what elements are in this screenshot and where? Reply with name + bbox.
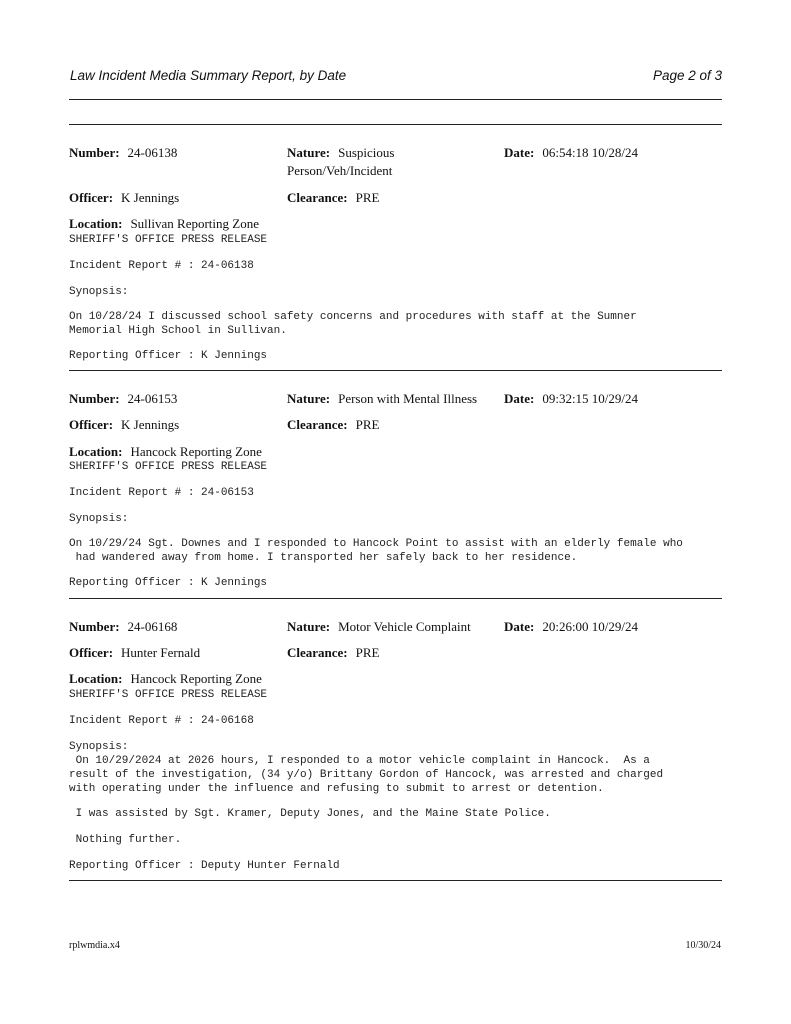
synopsis-text: On 10/28/24 I discussed school safety concerns and procedures with staff at the Sumner Memorial High School in Sullivan. <box>69 311 637 337</box>
location-label: Location: <box>69 671 123 686</box>
date-value: 09:32:15 10/29/24 <box>542 391 639 406</box>
officer-field <box>69 416 179 434</box>
date-value: 06:54:18 10/28/24 <box>542 145 639 160</box>
incident-divider <box>69 370 722 371</box>
number-label: Number: <box>69 391 120 406</box>
location-value: Sullivan Reporting Zone <box>130 216 259 231</box>
press-release-line: SHERIFF'S OFFICE PRESS RELEASE <box>69 234 268 246</box>
section-divider <box>69 124 722 125</box>
location-field <box>69 443 262 461</box>
synopsis-label: Synopsis: <box>69 741 129 753</box>
clearance-field <box>287 416 379 434</box>
nature-label: Nature: <box>287 619 331 634</box>
incident-report-line: Incident Report # : 24-06153 <box>69 487 254 499</box>
location-value: Hancock Reporting Zone <box>130 444 262 459</box>
number-field <box>69 618 177 636</box>
synopsis-label: Synopsis: <box>69 513 129 525</box>
header-divider <box>69 99 722 100</box>
date-label: Date: <box>504 391 535 406</box>
date-field <box>504 144 638 162</box>
synopsis-text: On 10/29/2024 at 2026 hours, I responded to a motor vehicle complaint in Hancock. As a result of the investigation, (34 y/o) Brittany Gordon of Hancock, was arrested and charged with operating under the influence and refusing to submit to arrest or detention. <box>69 755 664 795</box>
press-release-line: SHERIFF'S OFFICE PRESS RELEASE <box>69 689 268 701</box>
nature-value: Person with Mental Illness <box>338 391 478 406</box>
location-field <box>69 215 259 233</box>
nature-field <box>287 144 492 180</box>
clearance-label: Clearance: <box>287 417 348 432</box>
clearance-value: PRE <box>355 190 380 205</box>
clearance-value: PRE <box>355 645 380 660</box>
nature-label: Nature: <box>287 145 331 160</box>
clearance-value: PRE <box>355 417 380 432</box>
number-value: 24-06153 <box>127 391 178 406</box>
date-field <box>504 390 638 408</box>
reporting-officer-line: Reporting Officer : K Jennings <box>69 350 268 362</box>
reporting-officer-line: Reporting Officer : K Jennings <box>69 577 268 589</box>
officer-label: Officer: <box>69 190 114 205</box>
officer-field <box>69 644 200 662</box>
location-field <box>69 670 262 688</box>
location-value: Hancock Reporting Zone <box>130 671 262 686</box>
nature-field <box>287 390 477 408</box>
nature-value: Motor Vehicle Complaint <box>338 619 471 634</box>
number-label: Number: <box>69 619 120 634</box>
officer-value: K Jennings <box>121 190 180 205</box>
incident-divider <box>69 598 722 599</box>
clearance-field <box>287 189 379 207</box>
number-label: Number: <box>69 145 120 160</box>
officer-value: Hunter Fernald <box>121 645 201 660</box>
report-title: Law Incident Media Summary Report, by Date <box>70 68 347 83</box>
press-release-line: SHERIFF'S OFFICE PRESS RELEASE <box>69 461 268 473</box>
reporting-officer-line: Reporting Officer : Deputy Hunter Fernald <box>69 860 340 872</box>
number-value: 24-06138 <box>127 145 178 160</box>
nature-field <box>287 618 471 636</box>
nothing-further-line: Nothing further. <box>69 834 182 846</box>
officer-label: Officer: <box>69 645 114 660</box>
synopsis-label: Synopsis: <box>69 286 129 298</box>
report-code: rplwmdia.x4 <box>69 940 120 951</box>
date-label: Date: <box>504 145 535 160</box>
officer-label: Officer: <box>69 417 114 432</box>
incident-report-line: Incident Report # : 24-06168 <box>69 715 254 727</box>
date-label: Date: <box>504 619 535 634</box>
officer-value: K Jennings <box>121 417 180 432</box>
nature-value: Suspicious Person/Veh/Incident <box>287 145 395 178</box>
number-field <box>69 390 177 408</box>
number-value: 24-06168 <box>127 619 178 634</box>
synopsis-text: On 10/29/24 Sgt. Downes and I responded to Hancock Point to assist with an elderly female who had wandered away from home. I transported her safely back to her residence. <box>69 538 683 564</box>
incident-report-line: Incident Report # : 24-06138 <box>69 260 254 272</box>
location-label: Location: <box>69 216 123 231</box>
incident-divider <box>69 880 722 881</box>
clearance-label: Clearance: <box>287 190 348 205</box>
nature-label: Nature: <box>287 391 331 406</box>
number-field <box>69 144 177 162</box>
clearance-label: Clearance: <box>287 645 348 660</box>
location-label: Location: <box>69 444 123 459</box>
date-field <box>504 618 638 636</box>
assisted-by-line: I was assisted by Sgt. Kramer, Deputy Jones, and the Maine State Police. <box>69 808 551 820</box>
clearance-field <box>287 644 379 662</box>
officer-field <box>69 189 179 207</box>
date-value: 20:26:00 10/29/24 <box>542 619 639 634</box>
print-date: 10/30/24 <box>685 940 721 951</box>
page-number: Page 2 of 3 <box>652 68 722 83</box>
